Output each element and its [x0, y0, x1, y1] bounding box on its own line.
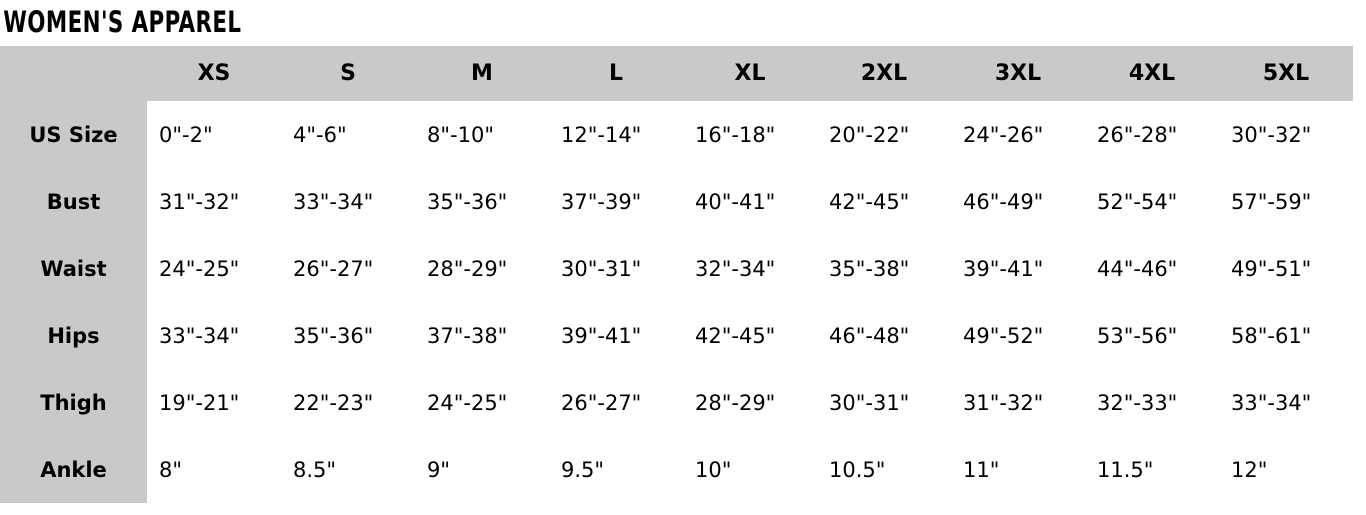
cell-ankle-m: 9": [415, 436, 549, 503]
cell-waist-xl: 32"-34": [683, 235, 817, 302]
column-header-2xl: 2XL: [817, 46, 951, 101]
row-label-bust: Bust: [0, 168, 147, 235]
cell-thigh-5xl: 33"-34": [1219, 369, 1353, 436]
cell-ankle-2xl: 10.5": [817, 436, 951, 503]
cell-ankle-s: 8.5": [281, 436, 415, 503]
cell-hips-4xl: 53"-56": [1085, 302, 1219, 369]
column-header-xl: XL: [683, 46, 817, 101]
cell-thigh-4xl: 32"-33": [1085, 369, 1219, 436]
table-row: [0, 168, 1353, 235]
column-header-s: S: [281, 46, 415, 101]
cell-bust-xs: 31"-32": [147, 168, 281, 235]
cell-waist-xs: 24"-25": [147, 235, 281, 302]
cell-bust-5xl: 57"-59": [1219, 168, 1353, 235]
table-row: [0, 369, 1353, 436]
cell-waist-5xl: 49"-51": [1219, 235, 1353, 302]
cell-us-size-xl: 16"-18": [683, 101, 817, 168]
cell-us-size-4xl: 26"-28": [1085, 101, 1219, 168]
column-header-m: M: [415, 46, 549, 101]
cell-bust-s: 33"-34": [281, 168, 415, 235]
column-header-l: L: [549, 46, 683, 101]
cell-bust-m: 35"-36": [415, 168, 549, 235]
size-chart-table: [0, 46, 1353, 503]
cell-thigh-s: 22"-23": [281, 369, 415, 436]
table-row: [0, 235, 1353, 302]
cell-waist-l: 30"-31": [549, 235, 683, 302]
page-title: WOMEN'S APPAREL: [3, 5, 242, 39]
cell-waist-m: 28"-29": [415, 235, 549, 302]
cell-thigh-2xl: 30"-31": [817, 369, 951, 436]
cell-ankle-4xl: 11.5": [1085, 436, 1219, 503]
table-row: [0, 302, 1353, 369]
row-label-waist: Waist: [0, 235, 147, 302]
table-header-row: [0, 46, 1353, 101]
cell-hips-m: 37"-38": [415, 302, 549, 369]
cell-ankle-xs: 8": [147, 436, 281, 503]
column-header-5xl: 5XL: [1219, 46, 1353, 101]
cell-us-size-s: 4"-6": [281, 101, 415, 168]
cell-bust-3xl: 46"-49": [951, 168, 1085, 235]
cell-waist-3xl: 39"-41": [951, 235, 1085, 302]
cell-us-size-5xl: 30"-32": [1219, 101, 1353, 168]
cell-ankle-l: 9.5": [549, 436, 683, 503]
cell-hips-3xl: 49"-52": [951, 302, 1085, 369]
row-label-ankle: Ankle: [0, 436, 147, 503]
cell-us-size-xs: 0"-2": [147, 101, 281, 168]
cell-bust-xl: 40"-41": [683, 168, 817, 235]
cell-hips-5xl: 58"-61": [1219, 302, 1353, 369]
cell-thigh-l: 26"-27": [549, 369, 683, 436]
row-label-hips: Hips: [0, 302, 147, 369]
cell-thigh-xl: 28"-29": [683, 369, 817, 436]
cell-hips-xs: 33"-34": [147, 302, 281, 369]
cell-bust-4xl: 52"-54": [1085, 168, 1219, 235]
column-header-xs: XS: [147, 46, 281, 101]
cell-thigh-m: 24"-25": [415, 369, 549, 436]
cell-ankle-5xl: 12": [1219, 436, 1353, 503]
table-row: [0, 436, 1353, 503]
cell-us-size-l: 12"-14": [549, 101, 683, 168]
cell-ankle-xl: 10": [683, 436, 817, 503]
cell-thigh-xs: 19"-21": [147, 369, 281, 436]
cell-ankle-3xl: 11": [951, 436, 1085, 503]
cell-waist-s: 26"-27": [281, 235, 415, 302]
cell-bust-2xl: 42"-45": [817, 168, 951, 235]
cell-hips-l: 39"-41": [549, 302, 683, 369]
row-label-us-size: US Size: [0, 101, 147, 168]
cell-bust-l: 37"-39": [549, 168, 683, 235]
cell-hips-s: 35"-36": [281, 302, 415, 369]
cell-waist-2xl: 35"-38": [817, 235, 951, 302]
cell-hips-xl: 42"-45": [683, 302, 817, 369]
table-row: [0, 101, 1353, 168]
cell-us-size-m: 8"-10": [415, 101, 549, 168]
column-header-4xl: 4XL: [1085, 46, 1219, 101]
column-header-3xl: 3XL: [951, 46, 1085, 101]
cell-waist-4xl: 44"-46": [1085, 235, 1219, 302]
cell-us-size-3xl: 24"-26": [951, 101, 1085, 168]
cell-thigh-3xl: 31"-32": [951, 369, 1085, 436]
cell-us-size-2xl: 20"-22": [817, 101, 951, 168]
cell-hips-2xl: 46"-48": [817, 302, 951, 369]
table-corner-cell: [0, 46, 147, 101]
row-label-thigh: Thigh: [0, 369, 147, 436]
